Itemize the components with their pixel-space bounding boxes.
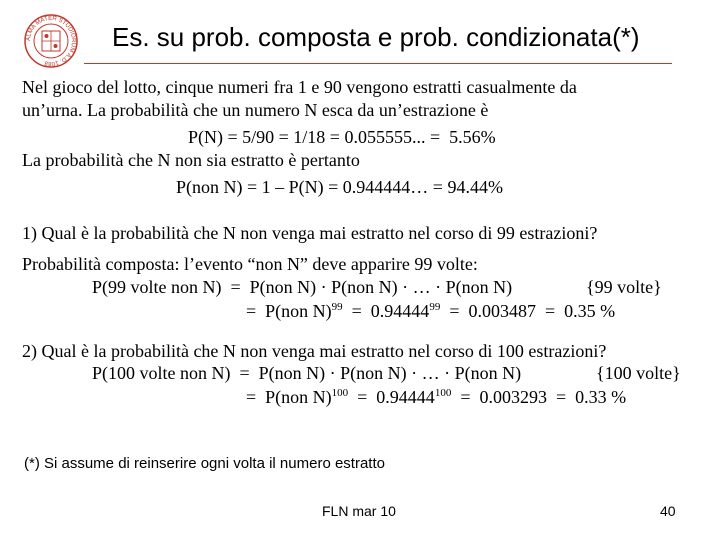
formula-p-n: P(N) = 5/90 = 1/18 = 0.055555... = 5.56% <box>188 127 496 147</box>
q1-result-formula: = P(non N)$^{99}$ = 0.94444$^{99}$ = 0.003487 = 0.35 % <box>246 301 616 321</box>
question-1: 1) Qual è la probabilità che N non venga mai estratto nel corso di 99 estrazioni? <box>22 223 598 243</box>
intro-line-2: un’urna. La probabilità che un numero N esca da un’estrazione è <box>22 100 489 120</box>
q2-count-note: {100 volte} <box>596 363 681 383</box>
svg-text:ALMA MATER STUDIORUM A.D. 1088: ALMA MATER STUDIORUM A.D. 1088 <box>25 15 77 67</box>
university-seal-icon <box>24 14 78 68</box>
page-number: 40 <box>660 503 676 519</box>
title-underline <box>84 63 672 64</box>
q2-result-formula: = P(non N)$^{100}$ = 0.94444$^{100}$ = 0.003293 = 0.33 % <box>246 387 627 407</box>
q1-count-note: {99 volte} <box>586 277 662 297</box>
q2-product-formula: P(100 volte non N) = P(non N) · P(non N) · … · P(non N) <box>92 363 522 383</box>
q1-composite-line: Probabilità composta: l’evento “non N” deve apparire 99 volte: <box>22 254 478 274</box>
question-2: 2) Qual è la probabilità che N non venga mai estratto nel corso di 100 estrazioni? <box>22 341 607 361</box>
footnote: (*) Si assume di reinserire ogni volta il numero estratto <box>24 455 385 472</box>
footer-label: FLN mar 10 <box>322 503 396 519</box>
intro-line-3: La probabilità che N non sia estratto è pertanto <box>22 150 360 170</box>
q1-product-formula: P(99 volte non N) = P(non N) · P(non N) · … · P(non N) <box>92 277 513 297</box>
slide-title: Es. su prob. composta e prob. condizionata(*) <box>112 22 640 52</box>
intro-line-1: Nel gioco del lotto, cinque numeri fra 1 e 90 vengono estratti casualmente da <box>22 77 577 97</box>
formula-p-non-n: P(non N) = 1 – P(N) = 0.944444… = 94.44% <box>176 177 503 197</box>
